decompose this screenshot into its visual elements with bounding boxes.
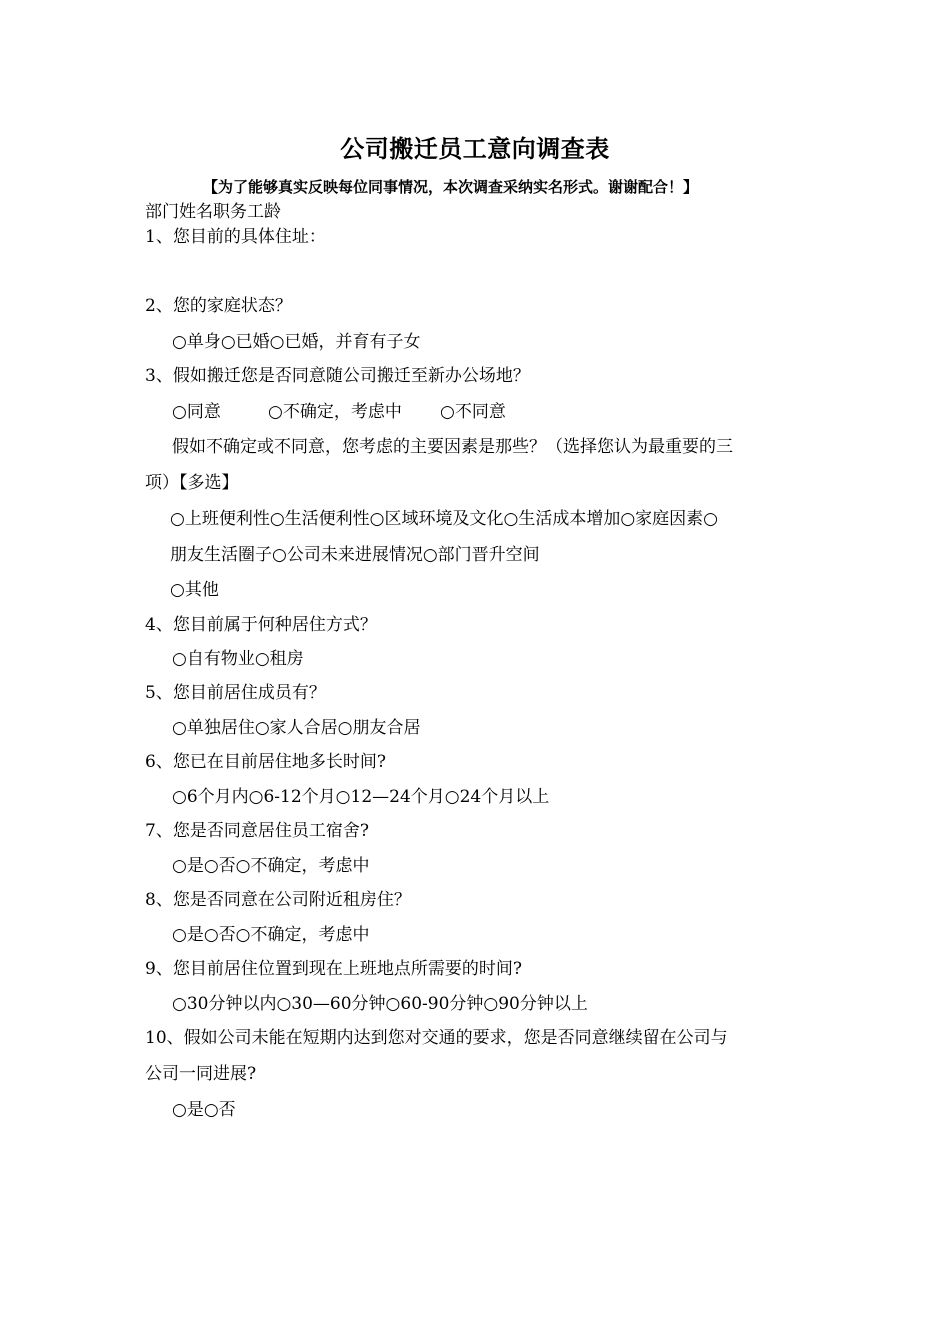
question-8: 8、您是否同意在公司附近租房住？ — [145, 890, 411, 910]
question-3-followup-cont: 项）【多选】 — [145, 473, 239, 493]
question-7-options[interactable]: ○是○否○不确定，考虑中 — [172, 856, 370, 876]
question-2-options[interactable]: ○单身○已婚○已婚，并育有子女 — [172, 332, 421, 352]
question-3-factor-other[interactable]: ○其他 — [170, 580, 219, 600]
question-10-options[interactable]: ○是○否 — [172, 1100, 236, 1120]
question-8-options[interactable]: ○是○否○不确定，考虑中 — [172, 925, 370, 945]
question-9-options[interactable]: ○30分钟以内○30—60分钟○60-90分钟○90分钟以上 — [172, 994, 588, 1014]
question-4: 4、您目前属于何种居住方式？ — [145, 615, 377, 635]
question-6: 6、您已在目前居住地多长时间? — [145, 752, 386, 772]
question-3: 3、假如搬迁您是否同意随公司搬迁至新办公场地？ — [145, 366, 530, 386]
question-3-factors[interactable]: ○上班便利性○生活便利性○区域环境及文化○生活成本增加○家庭因素○ — [170, 509, 718, 529]
question-9: 9、您目前居住位置到现在上班地点所需要的时间? — [145, 959, 522, 979]
question-1: 1、您目前的具体住址： — [145, 227, 326, 247]
subtitle-note: 【为了能够真实反映每位同事情况，本次调查采纳实名形式。谢谢配合！】 — [203, 178, 699, 196]
question-3-followup: 假如不确定或不同意，您考虑的主要因素是那些？（选择您认为最重要的三 — [172, 437, 733, 457]
question-3-factors-cont[interactable]: 朋友生活圈子○公司未来进展情况○部门晋升空间 — [170, 545, 540, 565]
question-2: 2、您的家庭状态？ — [145, 296, 292, 316]
question-5-options[interactable]: ○单独居住○家人合居○朋友合居 — [172, 718, 421, 738]
question-3-option-agree[interactable]: ○同意 — [172, 402, 221, 422]
question-10-cont: 公司一同进展? — [145, 1064, 257, 1084]
question-4-options[interactable]: ○自有物业○租房 — [172, 649, 304, 669]
question-7: 7、您是否同意居住员工宿舍? — [145, 821, 369, 841]
question-6-options[interactable]: ○6个月内○6-12个月○12—24个月○24个月以上 — [172, 787, 550, 807]
question-5: 5、您目前居住成员有？ — [145, 683, 326, 703]
fields-line: 部门姓名职务工龄 — [145, 202, 281, 222]
question-10: 10、假如公司未能在短期内达到您对交通的要求，您是否同意继续留在公司与 — [145, 1028, 728, 1048]
page-title: 公司搬迁员工意向调查表 — [340, 135, 610, 163]
question-3-option-unsure[interactable]: ○不确定，考虑中 — [268, 402, 402, 422]
question-3-option-disagree[interactable]: ○不同意 — [440, 402, 506, 422]
